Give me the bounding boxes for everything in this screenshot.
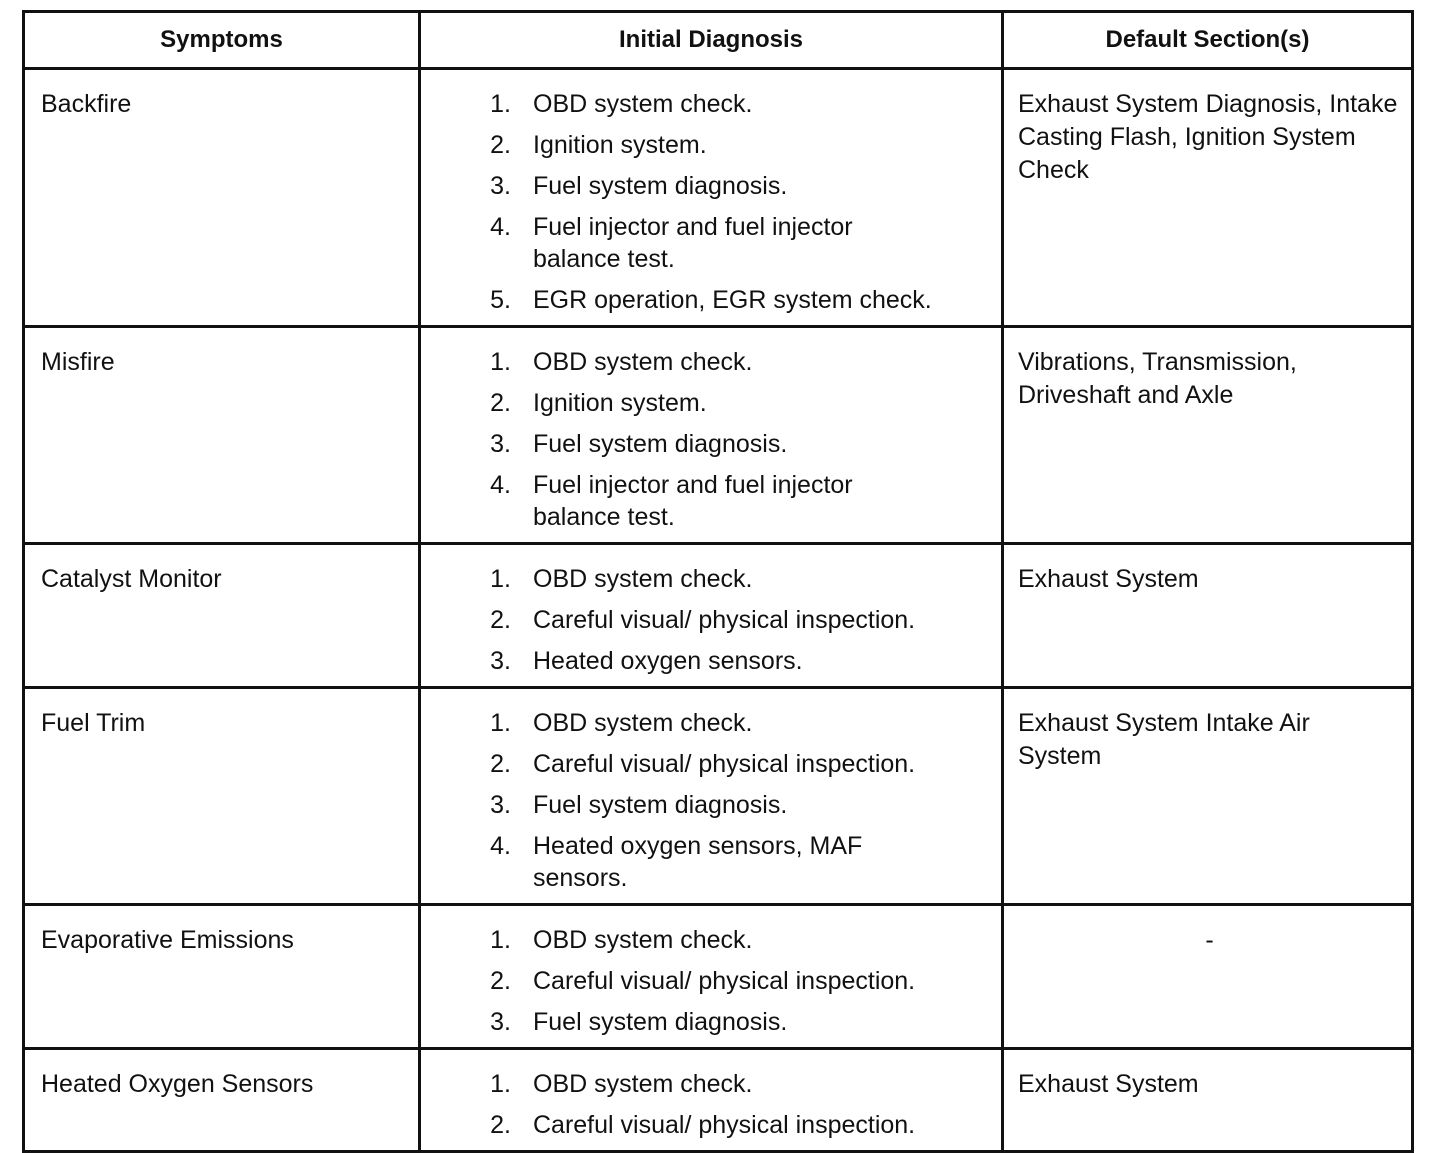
diagnosis-cell	[420, 544, 1003, 688]
header-symptoms: Symptoms	[24, 12, 420, 69]
step-text: Fuel system diagnosis.	[533, 430, 788, 458]
step-number: 3.	[490, 172, 511, 200]
step-text: Fuel system diagnosis.	[533, 1008, 788, 1036]
step-text: OBD system check.	[533, 709, 753, 737]
step-text: OBD system check.	[533, 348, 753, 376]
diagnosis-cell	[420, 327, 1003, 544]
diagnosis-step	[421, 211, 1001, 275]
step-number: 3.	[490, 647, 511, 675]
diagnosis-step	[421, 830, 1001, 894]
diagnosis-step	[421, 924, 1001, 956]
step-text: Careful visual/ physical inspection.	[533, 750, 916, 778]
step-text: OBD system check.	[533, 565, 753, 593]
symptom-cell: Misfire	[24, 327, 420, 544]
diagnosis-cell	[420, 1049, 1003, 1152]
diagnosis-steps	[421, 346, 1001, 533]
step-text: Careful visual/ physical inspection.	[533, 1111, 916, 1139]
header-default-sections: Default Section(s)	[1003, 12, 1413, 69]
diagnosis-step	[421, 604, 1001, 636]
step-text: OBD system check.	[533, 926, 753, 954]
step-number: 3.	[490, 1008, 511, 1036]
diagnosis-step	[421, 1109, 1001, 1141]
step-text: Heated oxygen sensors.	[533, 647, 803, 675]
table-row	[24, 327, 1413, 544]
step-number: 3.	[490, 430, 511, 458]
default-section-cell: -	[1003, 905, 1413, 1049]
symptom-cell: Backfire	[24, 69, 420, 327]
table-row	[24, 69, 1413, 327]
diagnosis-cell	[420, 905, 1003, 1049]
step-text: Careful visual/ physical inspection.	[533, 967, 916, 995]
step-number: 1.	[490, 90, 511, 118]
step-number: 3.	[490, 791, 511, 819]
step-text: Careful visual/ physical inspection.	[533, 606, 916, 634]
step-number: 1.	[490, 565, 511, 593]
step-text: Fuel system diagnosis.	[533, 791, 788, 819]
default-section-cell: Exhaust System Diagnosis, Intake Casting Flash, Ignition System Check	[1003, 69, 1413, 327]
diagnosis-cell	[420, 688, 1003, 905]
step-number: 2.	[490, 131, 511, 159]
diagnosis-step	[421, 1068, 1001, 1100]
step-text: Fuel system diagnosis.	[533, 172, 788, 200]
default-section-cell: Exhaust System	[1003, 1049, 1413, 1152]
symptom-cell: Catalyst Monitor	[24, 544, 420, 688]
diagnosis-step	[421, 129, 1001, 161]
step-number: 1.	[490, 709, 511, 737]
diagnosis-table	[22, 10, 1414, 1153]
step-number: 1.	[490, 926, 511, 954]
diagnosis-step	[421, 469, 1001, 533]
symptom-cell: Heated Oxygen Sensors	[24, 1049, 420, 1152]
diagnosis-step	[421, 645, 1001, 677]
diagnosis-steps	[421, 1068, 1001, 1141]
step-number: 4.	[490, 213, 511, 241]
symptom-cell: Evaporative Emissions	[24, 905, 420, 1049]
step-number: 1.	[490, 1070, 511, 1098]
diagnosis-step	[421, 707, 1001, 739]
diagnosis-step	[421, 170, 1001, 202]
step-number: 5.	[490, 286, 511, 314]
step-text: OBD system check.	[533, 90, 753, 118]
step-number: 4.	[490, 471, 511, 499]
diagnosis-steps	[421, 563, 1001, 677]
table-row	[24, 544, 1413, 688]
step-number: 2.	[490, 389, 511, 417]
diagnosis-step	[421, 387, 1001, 419]
diagnosis-step	[421, 284, 1001, 316]
step-text: OBD system check.	[533, 1070, 753, 1098]
step-number: 2.	[490, 606, 511, 634]
step-text: EGR operation, EGR system check.	[533, 286, 932, 314]
step-text: Ignition system.	[533, 131, 707, 159]
header-row	[24, 12, 1413, 69]
step-number: 2.	[490, 750, 511, 778]
table-row	[24, 1049, 1413, 1152]
step-text: Fuel injector and fuel injector balance test.	[533, 213, 853, 273]
diagnosis-step	[421, 88, 1001, 120]
diagnosis-steps	[421, 707, 1001, 894]
diagnosis-step	[421, 789, 1001, 821]
diagnosis-cell	[420, 69, 1003, 327]
diagnosis-step	[421, 563, 1001, 595]
table-row	[24, 688, 1413, 905]
step-number: 2.	[490, 1111, 511, 1139]
step-number: 1.	[490, 348, 511, 376]
symptom-cell: Fuel Trim	[24, 688, 420, 905]
default-section-cell: Exhaust System	[1003, 544, 1413, 688]
diagnosis-step	[421, 1006, 1001, 1038]
step-text: Ignition system.	[533, 389, 707, 417]
diagnosis-steps	[421, 88, 1001, 316]
step-text: Heated oxygen sensors, MAF sensors.	[533, 832, 863, 892]
default-section-cell: Vibrations, Transmission, Driveshaft and Axle	[1003, 327, 1413, 544]
diagnosis-steps	[421, 924, 1001, 1038]
diagnosis-step	[421, 346, 1001, 378]
step-text: Fuel injector and fuel injector balance test.	[533, 471, 853, 531]
diagnosis-step	[421, 748, 1001, 780]
diagnosis-step	[421, 965, 1001, 997]
diagnosis-step	[421, 428, 1001, 460]
header-initial-diagnosis: Initial Diagnosis	[420, 12, 1003, 69]
default-section-cell: Exhaust System Intake Air System	[1003, 688, 1413, 905]
step-number: 2.	[490, 967, 511, 995]
table-row	[24, 905, 1413, 1049]
step-number: 4.	[490, 832, 511, 860]
